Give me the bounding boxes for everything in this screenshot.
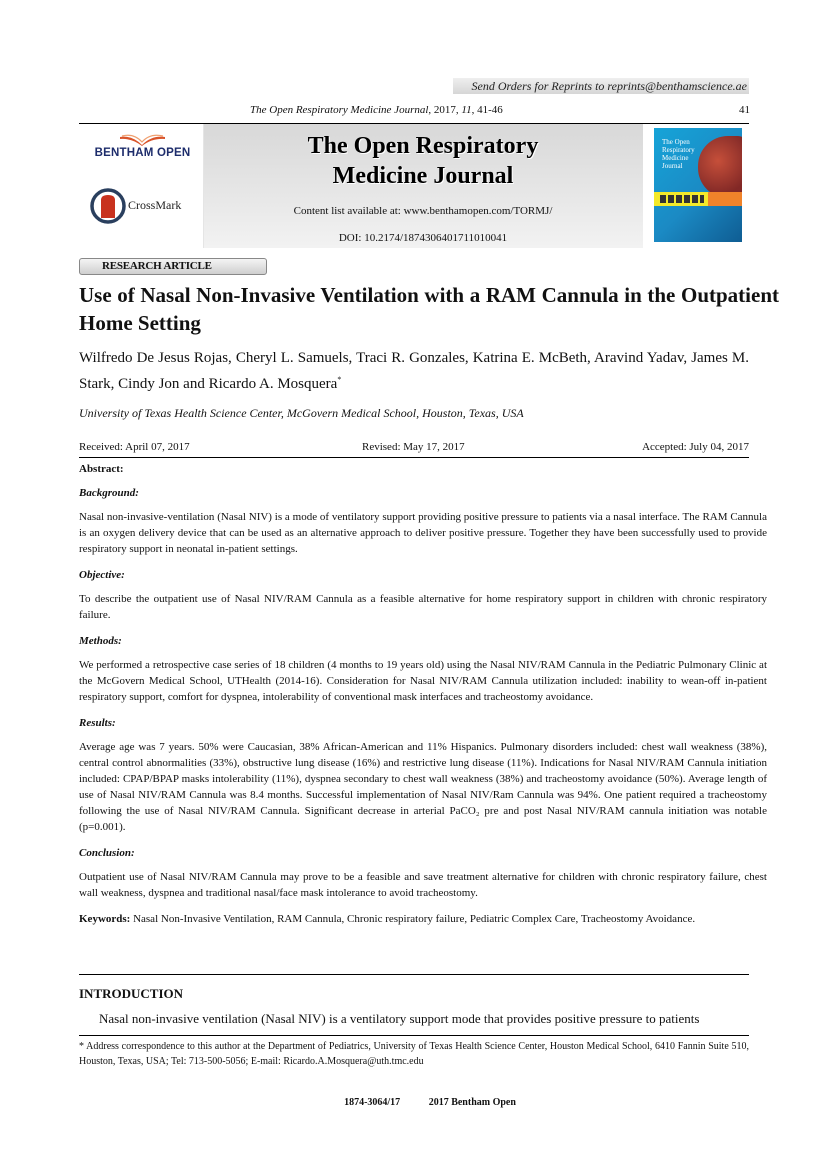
cover-anatomy-graphic [698, 136, 742, 198]
revised-date: Revised: May 17, 2017 [362, 441, 465, 453]
abstract-section-label: Conclusion: [79, 847, 135, 859]
page-footer [300, 1097, 560, 1108]
abstract-section-label: Results: [79, 717, 116, 729]
cover-title: The Open Respiratory Medicine Journal [662, 138, 695, 170]
running-head-citation: , 2017, [428, 104, 462, 116]
abstract-section-text: We performed a retrospective case series of 18 children (4 months to 19 years old) using the Nasal NIV/RAM Cannula in the Pediatric Pulmonary Clinic at the McGovern Medical School, UTHealth (2014-16). Consideration for Nasal NIV/RAM Cannula utilization included: inability to wean-off in-patient respiratory support, comfort for dyspnea, intolerability of conventional mask interfaces and tracheostomy avoidance. [79, 659, 767, 703]
abstract-section-label: Methods: [79, 635, 122, 647]
accepted-date: Accepted: July 04, 2017 [642, 441, 749, 453]
article-type-badge: RESEARCH ARTICLE [79, 258, 267, 275]
abstract-section-label: Objective: [79, 569, 125, 581]
cover-band-accent [708, 192, 742, 206]
running-head [250, 104, 750, 116]
abstract-section-text: Outpatient use of Nasal NIV/RAM Cannula may prove to be a feasible and save treatment alternative for children with chronic respiratory failure, chest wall weakness, dyspnea and traditional nasal/face mask intolerance to avoid tracheostomy. [79, 871, 767, 899]
open-book-icon [90, 133, 195, 147]
keywords [79, 911, 767, 927]
content-list-link[interactable]: Content list available at: www.benthamopen.com/TORMJ/ [293, 205, 553, 217]
issn: 1874-3064/17 [344, 1097, 401, 1108]
crossmark-icon [90, 188, 126, 224]
received-date: Received: April 07, 2017 [79, 441, 190, 453]
cover-thumbnails [660, 195, 704, 203]
abstract-section-label: Background: [79, 487, 139, 499]
doi[interactable]: DOI: 10.2174/1874306401711010041 [338, 232, 508, 244]
crossmark-badge[interactable] [90, 188, 200, 224]
page-number: 41 [739, 104, 750, 116]
running-head-journal: The Open Respiratory Medicine Journal [250, 104, 429, 116]
abstract-section-text: Nasal non-invasive-ventilation (Nasal NIV) is a mode of ventilatory support providing positive pressure to patients via a nasal interface. The RAM Cannula is an oxygen delivery device that can be used as an alternative approach to deliver positive pressure. Together they have been successfully used to provide respiratory support in neonatal in-patient settings. [79, 511, 767, 555]
authors-text: Wilfredo De Jesus Rojas, Cheryl L. Samuels, Traci R. Gonzales, Katrina E. McBeth, Aravind Yadav, James M. Stark, Cindy Jon and Ricardo A. Mosquera [79, 350, 749, 392]
crossmark-label: CrossMark [128, 198, 182, 212]
abstract-section-text: To describe the outpatient use of Nasal NIV/RAM Cannula as a feasible alternative for home respiratory support in children with chronic respiratory failure. [79, 593, 767, 621]
running-head-volume: 11 [461, 104, 472, 116]
author-list [79, 347, 749, 395]
dates-rule [79, 457, 749, 458]
footnote-rule [79, 1035, 749, 1036]
keywords-text: Nasal Non-Invasive Ventilation, RAM Cannula, Chronic respiratory failure, Pediatric Complex Care, Tracheostomy Avoidance. [133, 913, 696, 925]
copyright: 2017 Bentham Open [428, 1097, 516, 1108]
corresponding-author-mark: * [337, 375, 342, 384]
cover-band [654, 192, 742, 206]
section-rule [79, 974, 749, 975]
publisher-name: BENTHAM OPEN [94, 147, 191, 159]
bentham-open-logo[interactable] [90, 133, 195, 159]
journal-cover-image [654, 128, 742, 242]
introduction-heading: INTRODUCTION [79, 986, 184, 1001]
affiliation: University of Texas Health Science Center, McGovern Medical School, Houston, Texas, USA [79, 406, 524, 420]
reprint-notice: Send Orders for Reprints to reprints@benthamscience.ae [453, 78, 749, 94]
keywords-label: Keywords: [79, 913, 131, 925]
correspondence-footnote: * Address correspondence to this author at the Department of Pediatrics, University of Texas Health Science Center, Houston Medical School, 6410 Fannin Suite 510, Houston, Texas, USA; Tel: 713-500-5056; E-mail: Ricardo.A.Mosquera@uth.tmc.edu [79, 1041, 749, 1067]
article-dates [79, 441, 749, 455]
journal-title: The Open Respiratory Medicine Journal [307, 133, 539, 189]
article-title: Use of Nasal Non-Invasive Ventilation with a RAM Cannula in the Outpatient Home Setting [79, 283, 779, 335]
abstract [79, 461, 767, 937]
introduction-text: Nasal non-invasive ventilation (Nasal NIV) is a ventilatory support mode that provides positive pressure to patients [99, 1011, 700, 1026]
abstract-section-text: Average age was 7 years. 50% were Caucasian, 38% African-American and 11% Hispanics. Pulmonary disorders included: chest wall weakness (38%), central control abnormalities (33%), obstructive lung disease (16%) and restrictive lung disease (11%). Indications for Nasal NIV/RAM Cannula initiation included: CPAP/BPAP masks intolerability (11%), dyspnea secondary to chest wall weakness (38%) and tracheostomy avoidance (50%). Average length of use of Nasal NIV/RAM Cannula was 8.4 months. Successful implementation of Nasal NIV/Ram Cannula was 94%. One patient required a tracheostomy following the use of Nasal NIV/RAM Cannula. Significant decrease in arterial PaCO₂ pre and post Nasal NIV/RAM cannula initiation was notable (p=0.001). [79, 741, 767, 833]
running-head-pages: , 41-46 [471, 104, 503, 116]
abstract-heading: Abstract: [79, 463, 124, 475]
